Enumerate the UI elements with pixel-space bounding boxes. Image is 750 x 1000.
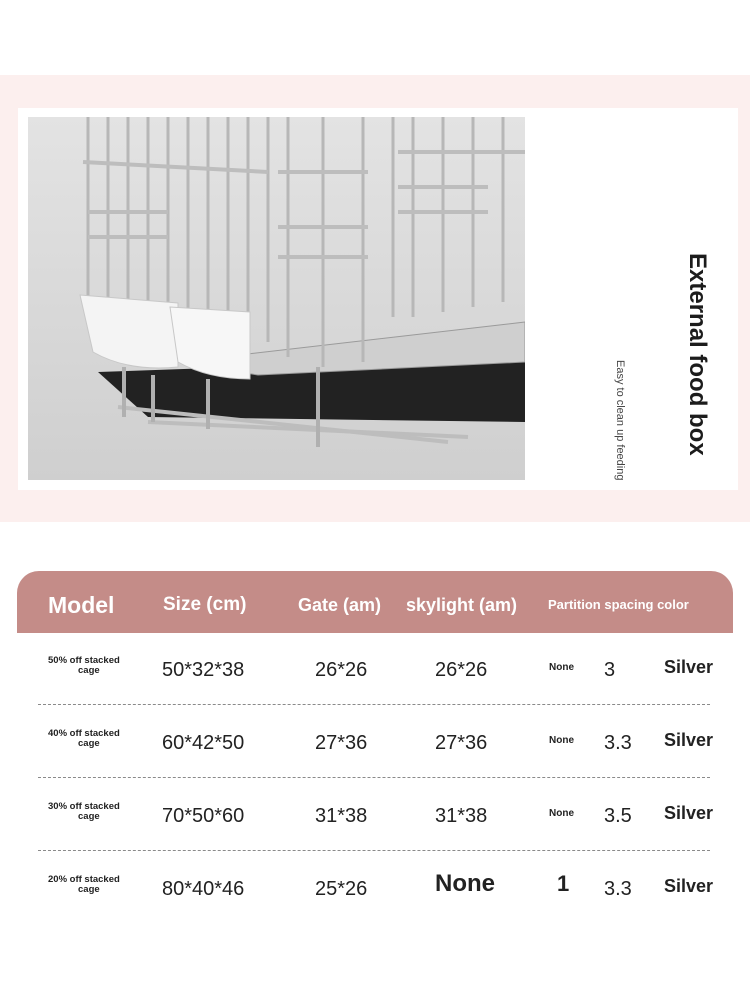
color-cell: Silver: [664, 876, 714, 896]
model-cell: [48, 656, 148, 676]
feature-subtitle-text: Easy to clean up feeding: [614, 360, 626, 481]
size-cell: 70*50*60: [162, 805, 245, 827]
color-cell: Silver: [664, 657, 714, 677]
spacing-cell: 3.5: [604, 805, 632, 827]
partition-cell: None: [549, 662, 574, 673]
header-skylight: skylight (am): [406, 595, 518, 615]
product-photo: [28, 117, 525, 480]
model-name-line2: cage: [78, 738, 100, 749]
color-cell: Silver: [664, 803, 714, 823]
spacing-cell: 3.3: [604, 732, 632, 754]
model-name-line2: cage: [78, 884, 100, 895]
model-cell: [48, 802, 148, 822]
gate-cell: 26*26: [315, 659, 368, 681]
hero-section: [0, 75, 750, 522]
hero-card: [18, 108, 738, 490]
feature-title-text: External food box: [684, 253, 711, 456]
skylight-cell: 26*26: [435, 659, 488, 681]
header-gate: Gate (am): [298, 595, 382, 615]
feature-subtitle: [610, 360, 630, 530]
table-row: [0, 778, 750, 850]
gate-cell: 25*26: [315, 878, 368, 900]
size-cell: 80*40*46: [162, 878, 245, 900]
spacing-cell: 3: [604, 659, 616, 681]
table-row: [0, 851, 750, 923]
size-cell: 60*42*50: [162, 732, 245, 754]
color-cell: Silver: [664, 730, 714, 750]
model-name-line1: 40% off stacked: [48, 728, 120, 739]
gate-cell: 27*36: [315, 732, 368, 754]
model-name-line2: cage: [78, 811, 100, 822]
header-partition: Partition spacing color: [548, 597, 689, 612]
partition-cell: None: [549, 735, 574, 746]
header-model: Model: [48, 592, 115, 618]
table-header: [17, 571, 733, 633]
model-name-line1: 30% off stacked: [48, 801, 120, 812]
model-name-line1: 50% off stacked: [48, 655, 120, 666]
partition-cell: 1: [557, 871, 570, 896]
model-cell: [48, 875, 148, 895]
partition-cell: None: [549, 808, 574, 819]
skylight-cell: None: [435, 870, 495, 897]
table-row: [0, 633, 750, 705]
gate-cell: 31*38: [315, 805, 368, 827]
size-cell: 50*32*38: [162, 659, 245, 681]
model-name-line1: 20% off stacked: [48, 874, 120, 885]
model-cell: [48, 729, 148, 749]
skylight-cell: 31*38: [435, 805, 488, 827]
spacing-cell: 3.3: [604, 878, 632, 900]
skylight-cell: 27*36: [435, 732, 488, 754]
cage-illustration: [28, 117, 525, 480]
table-row: [0, 705, 750, 777]
model-name-line2: cage: [78, 665, 100, 676]
header-size: Size (cm): [163, 594, 247, 615]
feature-title: [660, 253, 720, 473]
